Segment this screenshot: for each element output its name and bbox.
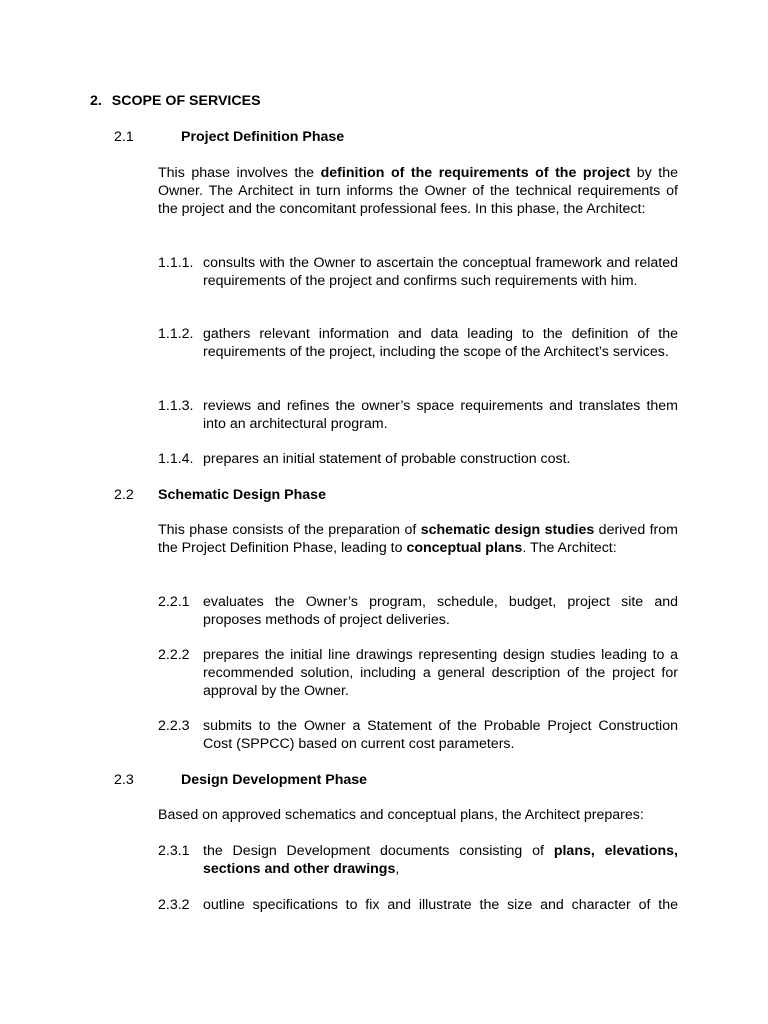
intro-bold-text: conceptual plans	[406, 540, 523, 556]
section-heading	[90, 92, 261, 110]
subsection-2-1-number: 2.1	[114, 129, 134, 145]
intro-bold-text: schematic design studies	[420, 522, 595, 538]
list-item-number: 2.2.2	[158, 647, 190, 663]
intro-text: derived from the Project Definition Phase, leading to	[158, 522, 678, 556]
intro-text: This phase involves the	[158, 165, 321, 181]
list-item	[158, 896, 678, 914]
list-item-number: 2.2.3	[158, 718, 190, 734]
list-item-number: 1.1.1.	[158, 255, 194, 271]
subsection-2-3-title: Design Development Phase	[181, 772, 368, 788]
list-item	[158, 717, 678, 753]
list-item-text: evaluates the Owner’s program, schedule, budget, project site and proposes methods of project deliveries.	[203, 594, 678, 628]
list-item-text: prepares an initial statement of probable construction cost.	[203, 451, 571, 467]
list-item-number: 1.1.3.	[158, 398, 194, 414]
list-item-text: reviews and refines the owner’s space requirements and translates them into an architectural program.	[203, 398, 678, 432]
list-item-text: submits to the Owner a Statement of the Probable Project Construction Cost (SPPCC) based on current cost parameters.	[203, 718, 678, 752]
list-item-text-part: the Design Development documents consisting of	[203, 843, 554, 859]
list-item-number: 2.2.1	[158, 594, 190, 610]
list-item-number: 1.1.4.	[158, 451, 194, 467]
intro-bold-text: definition of the requirements of the project	[320, 165, 631, 181]
intro-text: This phase consists of the preparation of	[158, 522, 421, 538]
list-item	[158, 842, 678, 878]
subsection-2-2-intro	[158, 521, 678, 557]
list-item	[158, 450, 678, 468]
list-item-text: prepares the initial line drawings representing design studies leading to a recommended solution, including a general description of the project for approval by the Owner.	[203, 647, 678, 699]
section-number: 2.	[90, 93, 102, 109]
list-item-text: consults with the Owner to ascertain the conceptual framework and related requirements of the project and confirms such requirements with him.	[203, 255, 678, 289]
list-item	[158, 397, 678, 433]
section-title: SCOPE OF SERVICES	[111, 93, 261, 109]
list-item-number: 2.3.1	[158, 843, 190, 859]
subsection-2-1-intro	[158, 164, 678, 218]
list-item	[158, 254, 678, 290]
list-item-bold-text: plans, elevations, sections and other drawings	[203, 843, 678, 877]
list-item	[158, 646, 678, 700]
subsection-2-3-intro: Based on approved schematics and conceptual plans, the Architect prepares:	[158, 807, 644, 823]
list-item-text: gathers relevant information and data leading to the definition of the requirements of the project, including the scope of the Architect’s services.	[203, 326, 678, 360]
list-item-text: outline specifications to fix and illustrate the size and character of the	[203, 897, 678, 913]
list-item-number: 1.1.2.	[158, 326, 194, 342]
list-item-text-part: ,	[395, 861, 400, 877]
subsection-2-2-title: Schematic Design Phase	[158, 487, 326, 503]
list-item	[158, 325, 678, 361]
list-item-text	[203, 842, 678, 878]
list-item-number: 2.3.2	[158, 897, 190, 913]
subsection-2-1-title: Project Definition Phase	[181, 129, 345, 145]
list-item	[158, 593, 678, 629]
subsection-2-2-number: 2.2	[114, 487, 134, 503]
subsection-2-3-number: 2.3	[114, 772, 134, 788]
intro-text: . The Architect:	[522, 540, 617, 556]
intro-text: by the Owner. The Architect in turn informs the Owner of the technical requirements of the project and the concomitant professional fees. In this phase, the Architect:	[158, 165, 679, 217]
